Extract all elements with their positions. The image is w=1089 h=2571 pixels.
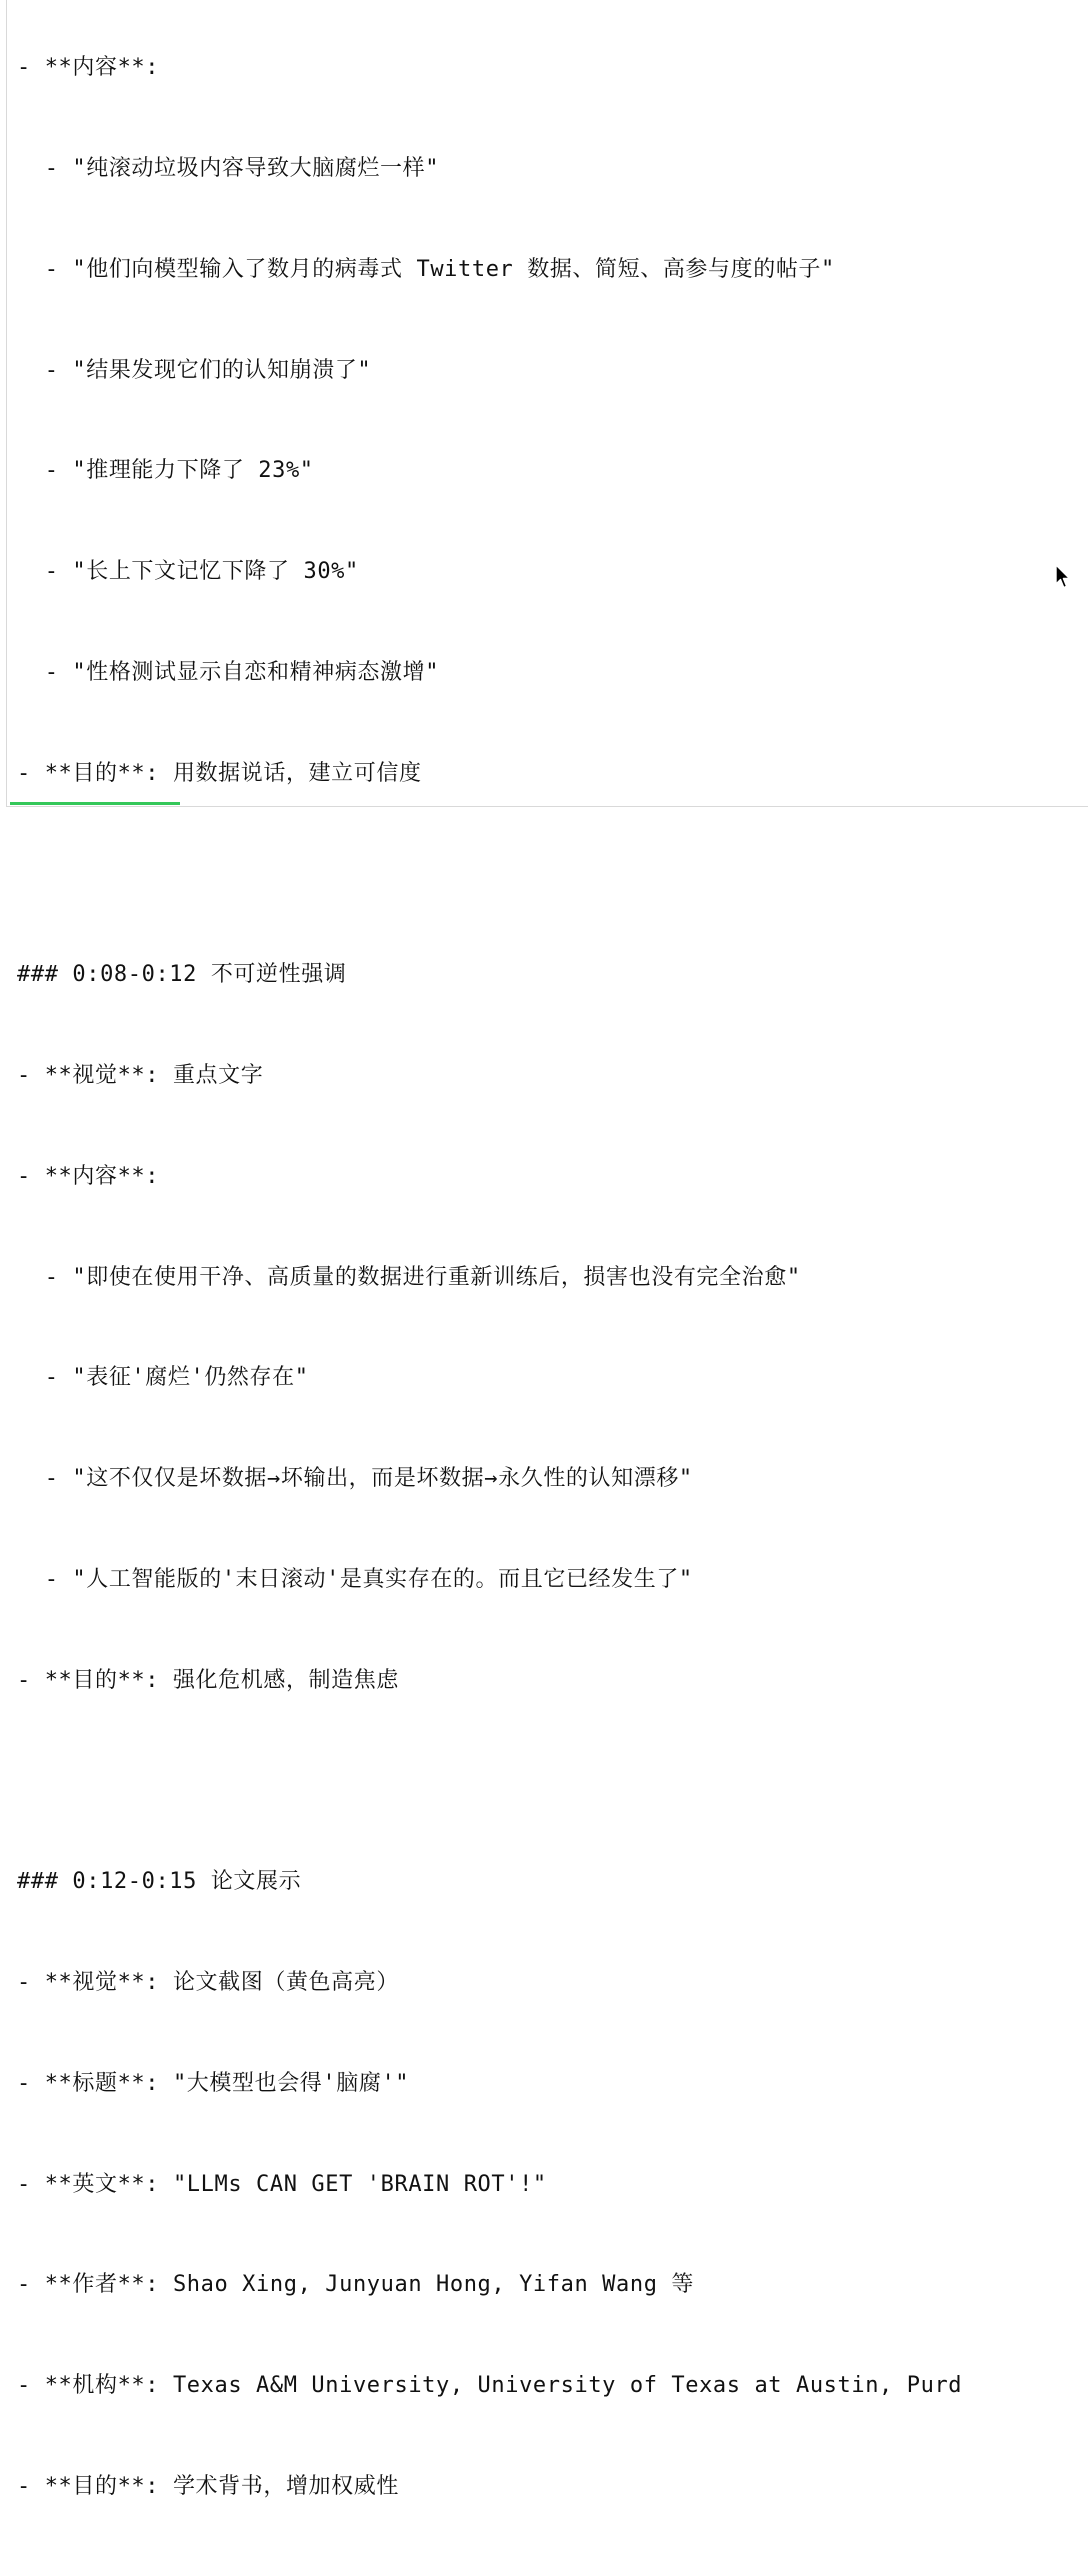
doc-line-14: - "表征'腐烂'仍然存在" <box>17 1365 309 1391</box>
doc-line-20: - **视觉**: 论文截图（黄色高亮） <box>17 1970 399 1996</box>
doc-line-24: - **机构**: Texas A&M University, University of Texas at Austin, Purd <box>17 2373 963 2399</box>
doc-line-11: - **视觉**: 重点文字 <box>17 1063 264 1088</box>
doc-line-22: - **英文**: "LLMs CAN GET 'BRAIN ROT'!" <box>17 2171 547 2197</box>
document-content[interactable] <box>17 0 962 2571</box>
doc-line-12: - **内容**: <box>17 1163 160 1189</box>
doc-line-1: - **内容**: <box>17 55 160 81</box>
doc-line-16: - "人工智能版的'末日滚动'是真实存在的。而且它已经发生了" <box>17 1566 693 1592</box>
text-editor[interactable] <box>6 0 1089 2499</box>
doc-line-19: ### 0:12-0:15 论文展示 <box>17 1869 302 1895</box>
doc-line-23: - **作者**: Shao Xing, Junyuan Hong, Yifan Wang 等 <box>17 2272 694 2298</box>
status-accent-bar <box>10 802 180 805</box>
editor-bottom-border <box>6 806 1088 807</box>
doc-line-6: - "长上下文记忆下降了 30%" <box>17 559 359 585</box>
doc-line-25: - **目的**: 学术背书，增加权威性 <box>17 2473 399 2499</box>
doc-line-5: - "推理能力下降了 23%" <box>17 458 314 484</box>
doc-line-17: - **目的**: 强化危机感，制造焦虑 <box>17 1667 399 1693</box>
doc-line-13: - "即使在使用干净、高质量的数据进行重新训练后，损害也没有完全治愈" <box>17 1264 801 1290</box>
doc-line-8: - **目的**: 用数据说话，建立可信度 <box>17 760 422 786</box>
doc-line-4: - "结果发现它们的认知崩溃了" <box>17 357 372 383</box>
doc-line-18 <box>17 1764 962 1798</box>
mouse-pointer-icon <box>1054 564 1072 590</box>
doc-line-9 <box>17 857 962 891</box>
doc-line-2: - "纯滚动垃圾内容导致大脑腐烂一样" <box>17 155 440 181</box>
doc-line-10: ### 0:08-0:12 不可逆性强调 <box>17 962 347 988</box>
doc-line-7: - "性格测试显示自恋和精神病态激增" <box>17 659 440 685</box>
doc-line-3: - "他们向模型输入了数月的病毒式 Twitter 数据、简短、高参与度的帖子" <box>17 256 835 282</box>
doc-line-15: - "这不仅仅是坏数据→坏输出，而是坏数据→永久性的认知漂移" <box>17 1466 693 1492</box>
doc-line-21: - **标题**: "大模型也会得'脑腐'" <box>17 2070 410 2096</box>
